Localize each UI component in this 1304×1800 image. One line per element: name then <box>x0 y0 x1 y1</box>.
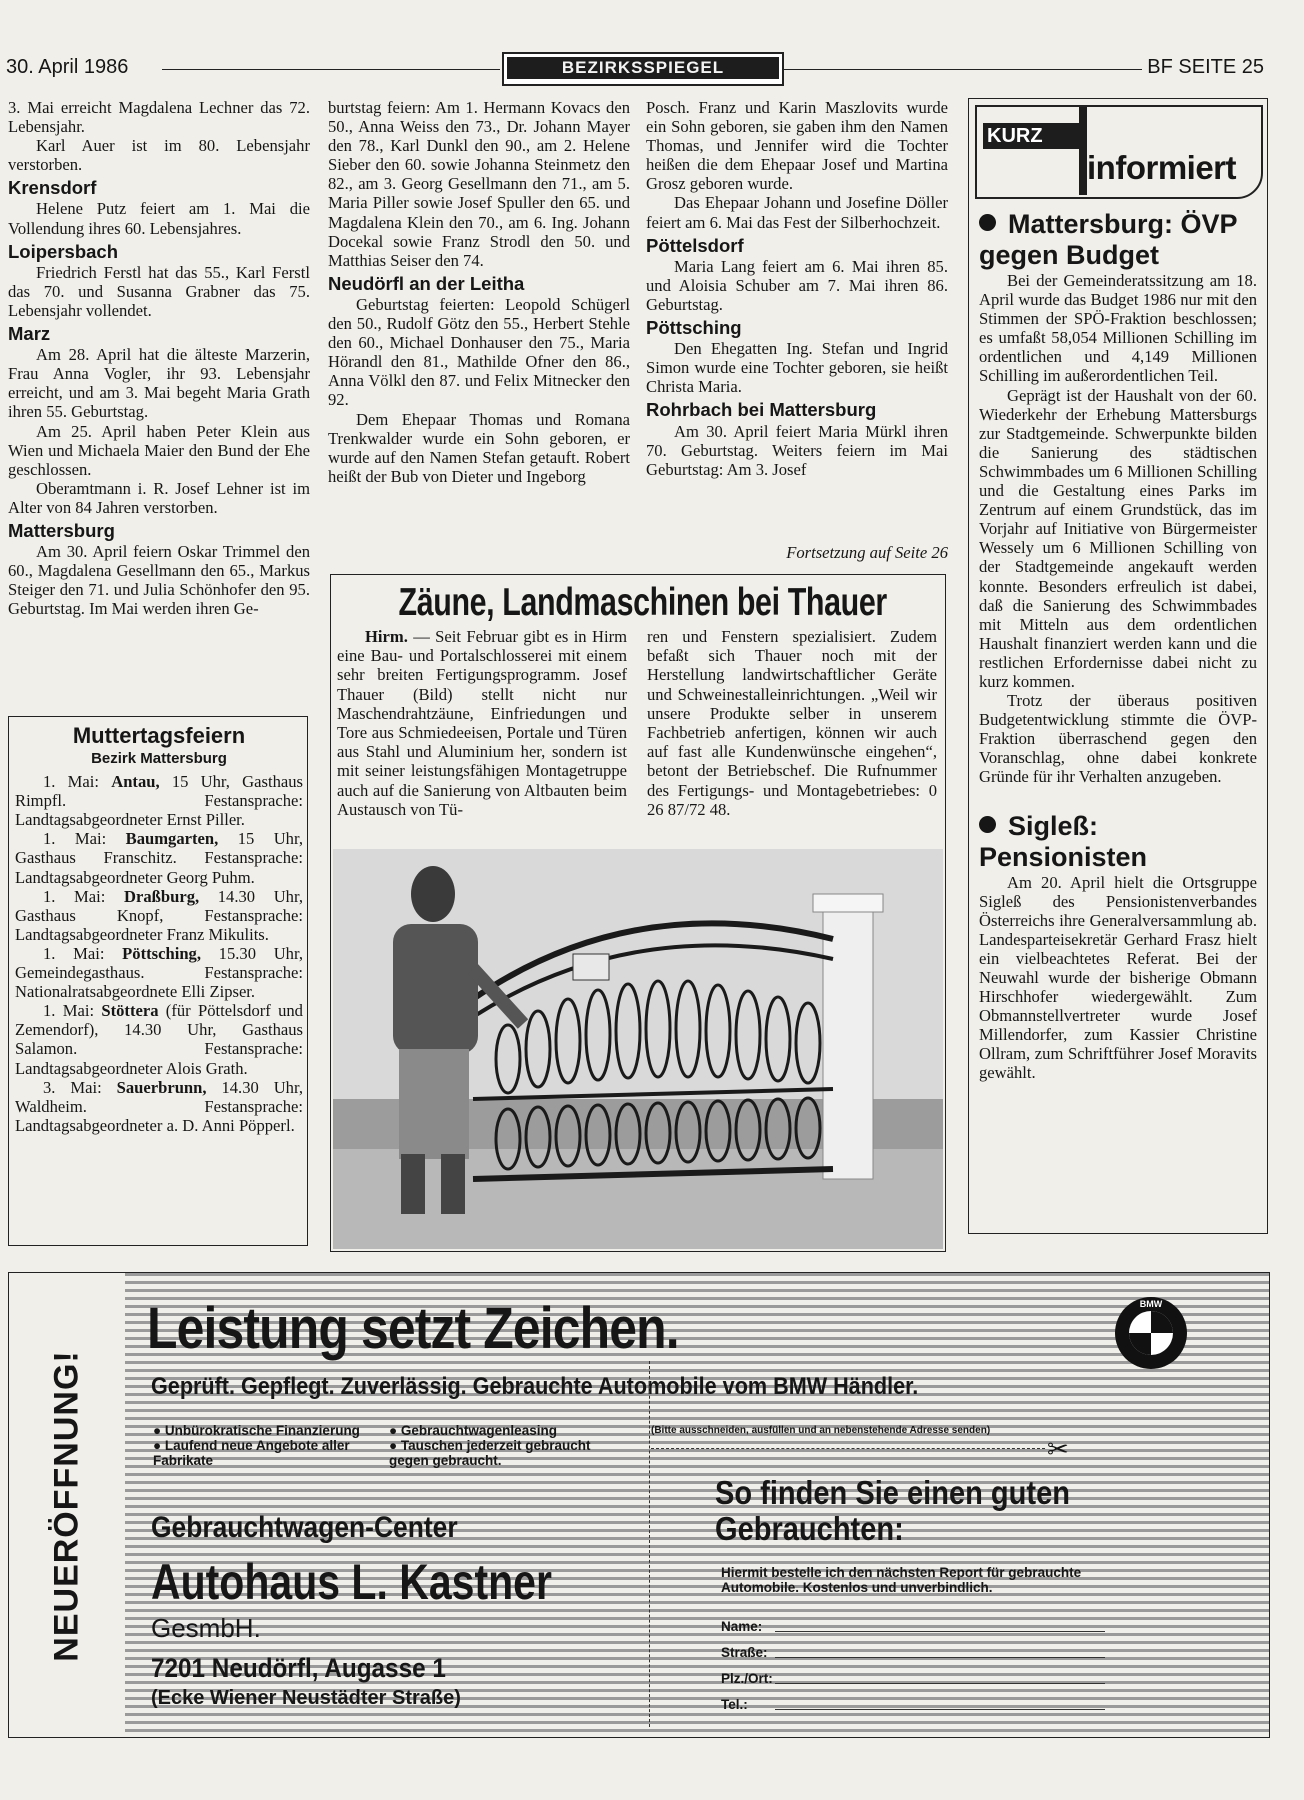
ad-bullet: ● Gebrauchtwagenleasing <box>389 1423 557 1438</box>
muttertag-title: Muttertagsfeiern <box>72 723 246 748</box>
page-number: BF SEITE 25 <box>1147 56 1264 78</box>
coupon-divider <box>649 1361 650 1727</box>
event-item: 1. Mai: Stöttera (für Pöttelsdorf und Zemendorf), 14.30 Uhr, Gasthaus Salamon. Festansprache: Landtagsabgeordneter Alois Grath. <box>15 1001 303 1078</box>
muttertag-box <box>8 716 308 1246</box>
logo-informiert: informiert <box>1087 149 1237 186</box>
coupon-title: So finden Sie einen guten Gebrauchten: <box>715 1474 1070 1547</box>
ad-subline: Geprüft. Gepflegt. Zuverlässig. Gebrauchte Automobile vom BMW Händler. <box>151 1373 919 1400</box>
paragraph: Am 30. April feiert Maria Mürkl ihren 70. Geburtstag. Weiters feiern im Mai Geburtstag: Am 3. Josef <box>646 421 948 479</box>
article-text: — Seit Februar gibt es in Hirm eine Bau- und Portalschlosserei mit einem sehr breiten Fertigungsprogramm. Josef Thauer (Bild) stellt nicht nur Maschendrahtzäune, Einfriedungen und Tore aus Schmiedeeisen, Portale und Türen aus Stahl und Aluminium her, sondern ist mit seiner leistungsfähigen Montagetruppe auch auf die Sanierung von Altbauten beim Austausch von Tü- <box>337 627 627 819</box>
news-heading: Mattersburg: ÖVP gegen Budget <box>979 209 1238 270</box>
section-title-box <box>502 52 784 86</box>
paragraph: Friedrich Ferstl hat das 55., Karl Ferstl das 70. und Susanna Grabner das 75. Lebensjahr vollendet. <box>8 262 310 320</box>
header-rule-left <box>162 69 500 70</box>
ad-side-text: NEUERÖFFNUNG! <box>47 1350 86 1662</box>
article-headline: Zäune, Landmaschinen bei Thauer <box>398 581 887 624</box>
ad-bullet: ● Laufend neue Angebote aller Fabrikate <box>153 1438 350 1468</box>
article-column-2 <box>647 627 937 819</box>
event-item: 1. Mai: Antau, 15 Uhr, Gasthaus Rimpfl. Festansprache: Landtagsabgeordneter Ernst Piller. <box>15 772 303 830</box>
coupon-field-city[interactable] <box>775 1683 1105 1684</box>
article-text: ren und Fenstern spezialisiert. Zudem befaßt sich Thauer noch mit der Herstellung landwirtschaftlicher Geräte und Schweinestalleinrichtungen. „Weil wir unsere Produkte selber in unserem Fachbetrieb anfertigen, können wir auch auf fast alle Kundenwünsche eingehen“, betont der Betriebschef. Die Rufnummer des Fertigungs- und Montagebetriebes: 0 26 87/72 48. <box>647 627 937 819</box>
logo-kurz: KURZ <box>983 123 1081 149</box>
article-column-1 <box>337 627 627 819</box>
logo-bar <box>1079 107 1087 195</box>
column-1 <box>8 98 310 618</box>
svg-text:BMW: BMW <box>1139 1299 1163 1309</box>
place-heading: Pöttelsdorf <box>646 234 744 256</box>
paragraph: Oberamtmann i. R. Josef Lehner ist im Alter von 84 Jahren verstorben. <box>8 478 310 517</box>
kurz-informiert-logo <box>975 105 1263 199</box>
ad-main <box>125 1273 1270 1737</box>
continued-note: Fortsetzung auf Seite 26 <box>786 543 948 562</box>
coupon-text: Hiermit bestelle ich den nächsten Report für gebrauchte Automobile. Kostenlos und unverbindlich. <box>721 1565 1082 1595</box>
cut-line <box>651 1448 1045 1449</box>
coupon-label-street: Straße: <box>721 1645 768 1660</box>
bullet-icon <box>979 214 996 231</box>
article-dateline: Hirm. <box>365 627 408 646</box>
thauer-article <box>330 574 946 1252</box>
paragraph: Maria Lang feiert am 6. Mai ihren 85. und Aloisia Schuber am 7. Mai ihren 86. Geburtstag. <box>646 256 948 314</box>
news-heading: Sigleß: Pensionisten <box>979 810 1148 872</box>
paragraph: Am 28. April hat die älteste Marzerin, Frau Anna Vogler, ihr 93. Lebensjahr erreicht, und am 3. Mai begeht Maria Grath ihren 55. Geburtstag. <box>8 345 310 422</box>
ad-headline: Leistung setzt Zeichen. <box>147 1296 679 1361</box>
coupon-field-tel[interactable] <box>775 1709 1105 1710</box>
page-header <box>6 52 1264 86</box>
ad-side-banner <box>9 1273 126 1737</box>
event-item: 1. Mai: Baumgarten, 15 Uhr, Gasthaus Franschitz. Festansprache: Landtagsabgeordneter Georg Puhm. <box>15 829 303 887</box>
header-rule-right <box>782 69 1142 70</box>
coupon-field-street[interactable] <box>775 1657 1105 1658</box>
paragraph: Bei der Gemeinderatssitzung am 18. April wurde das Budget 1986 nur mit den Stimmen der SPÖ-Fraktion beschlossen; es umfaßt 58,054 Millionen Schilling im ordentlichen und 4,149 Millionen Schilling im außerordentlichen Teil. <box>979 271 1257 386</box>
paragraph: 3. Mai erreicht Magdalena Lechner das 72. Lebensjahr. <box>8 98 310 137</box>
paragraph: Geburtstag feierten: Leopold Schügerl den 50., Rudolf Götz den 55., Herbert Stehle den 60., Michael Donhauser den 75., Maria Hörandl den 81., Mathilde Ofner den 86., Anna Völkl den 87. und Felix Mitnecker den 92. <box>328 294 630 410</box>
section-title: BEZIRKSSPIEGEL <box>507 57 779 79</box>
kurz-body <box>979 209 1257 1083</box>
bmw-advertisement <box>8 1272 1270 1738</box>
coupon-label-city: Plz./Ort: <box>721 1671 773 1686</box>
place-heading: Rohrbach bei Mattersburg <box>646 399 877 421</box>
muttertag-subtitle: Bezirk Mattersburg <box>91 750 227 767</box>
coupon-field-name[interactable] <box>775 1631 1105 1632</box>
place-heading: Marz <box>8 323 51 345</box>
paragraph: Helene Putz feiert am 1. Mai die Vollendung ihres 60. Lebensjahres. <box>8 199 310 238</box>
issue-date: 30. April 1986 <box>6 56 129 78</box>
paragraph: Am 25. April haben Peter Klein aus Wien und Michaela Maier den Bund der Ehe geschlossen. <box>8 421 310 479</box>
paragraph: Am 30. April feiern Oskar Trimmel den 60., Magdalena Gesellmann den 65., Markus Steiger den 71. und Julia Schönhofer den 95. Geburtstag. Im Mai werden ihren Ge- <box>8 542 310 619</box>
event-item: 3. Mai: Sauerbrunn, 14.30 Uhr, Waldheim. Festansprache: Landtagsabgeordneter a. D. Anni Pöpperl. <box>15 1077 303 1135</box>
paragraph: Karl Auer ist im 80. Lebensjahr verstorben. <box>8 136 310 175</box>
coupon-label-name: Name: <box>721 1619 763 1634</box>
bmw-logo-icon <box>1113 1295 1189 1371</box>
paragraph: burtstag feiern: Am 1. Hermann Kovacs den 50., Anna Weiss den 73., Dr. Johann Mayer den 78., Karl Dunkl den 90., am 2. Helene Sieber den 60. sowie Johanna Steinmetz den 82., am 3. Georg Gesellmann den 71., am 5. Maria Piller sowie Josef Spuller den 65. und Magdalena Klein den 70., am 6. Ing. Johann Docekal sowie Franz Strodl den 50. und Matthias Seiser den 74. <box>328 98 630 270</box>
event-item: 1. Mai: Pöttsching, 15.30 Uhr, Gemeindegasthaus. Festansprache: Nationalratsabgeordnete Elli Zipser. <box>15 943 303 1002</box>
paragraph: Trotz der überaus positiven Budgetentwicklung stimmte die ÖVP-Fraktion überraschend gegen den Voranschlag, ohne dabei konkrete Gründe für ihr Verhalten anzugeben. <box>979 691 1257 787</box>
paragraph: Am 20. April hielt die Ortsgruppe Sigleß des Pensionistenverbandes Österreichs ihre Generalversammlung ab. Landesparteisekretär Gerhard Frasz hielt ein vielbeachtetes Referat. Bei der Neuwahl wurde der bisherige Obmann Hirschhofer wiedergewählt. Zum Obmannstellvertreter wurde Josef Millendorfer, zum Kassier Christine Ollram, zum Schriftführer Josef Moravits gewählt. <box>979 872 1257 1083</box>
scissors-icon: ✂ <box>1047 1435 1069 1465</box>
paragraph: Das Ehepaar Johann und Josefine Döller feiert am 6. Mai das Fest der Silberhochzeit. <box>646 193 948 232</box>
place-heading: Loipersbach <box>8 240 118 262</box>
coupon-label-tel: Tel.: <box>721 1697 748 1712</box>
ad-address: 7201 Neudörfl, Augasse 1 <box>151 1653 446 1683</box>
ad-company: Autohaus L. Kastner <box>151 1554 552 1610</box>
event-item: 1. Mai: Draßburg, 14.30 Uhr, Gasthaus Knopf, Festansprache: Landtagsabgeordneter Franz Mikulits. <box>15 886 303 944</box>
ad-bullet: ● Unbürokratische Finanzierung <box>153 1423 360 1438</box>
paragraph: Posch. Franz und Karin Maszlovits wurde ein Sohn geboren, sie gaben ihm den Namen Thomas, und Jennifer wird die Tochter heißen die dem Ehepaar Josef und Martina Grosz geboren wurde. <box>646 98 948 194</box>
coupon-note: (Bitte ausschneiden, ausfüllen und an nebenstehende Adresse senden) <box>651 1425 991 1436</box>
place-heading: Mattersburg <box>8 519 115 541</box>
bullet-icon <box>979 816 996 833</box>
paragraph: Geprägt ist der Haushalt von der 60. Wiederkehr der Erhebung Mattersburgs zur Stadtgemeinde. Schwerpunkte bilden die Sanierung des städtischen Schwimmbades um 6 Millionen Schilling und die Gestaltung eines Parks im Zentrum auf einem Grundstück, das im Vorjahr auf Initiative von Bürgermeister Wessely um 6 Millionen Schilling von der Stadtgemeinde angekauft werden konnte. Besonders erfreulich ist dabei, daß die Sanierung des Schwimmbades mit Mitteln aus dem ordentlichen Haushalt finanziert werden kann und die restlichen Erfordernisse dabei nicht zu kurz kommen. <box>979 385 1257 691</box>
place-heading: Krensdorf <box>8 177 97 199</box>
column-2 <box>328 98 630 486</box>
ad-company-form: GesmbH. <box>151 1613 261 1643</box>
paragraph: Dem Ehepaar Thomas und Romana Trenkwalder wurde ein Sohn geboren, er wurde auf den Namen Stefan getauft. Robert heißt der Bub von Dieter und Ingeborg <box>328 409 630 486</box>
ad-address-note: (Ecke Wiener Neustädter Straße) <box>151 1687 461 1709</box>
column-3 <box>646 98 948 479</box>
ad-bullet: ● Tauschen jederzeit gebraucht gegen gebraucht. <box>389 1438 591 1468</box>
kurz-informiert-box <box>968 98 1268 1234</box>
paragraph: Den Ehegatten Ing. Stefan und Ingrid Simon wurde eine Tochter geboren, sie heißt Christa Maria. <box>646 339 948 397</box>
place-heading: Pöttsching <box>646 317 742 339</box>
gate-photo-illustration <box>333 849 943 1249</box>
place-heading: Neudörfl an der Leitha <box>328 272 525 294</box>
ad-center-name: Gebrauchtwagen-Center <box>151 1511 458 1544</box>
article-photo <box>333 849 943 1249</box>
